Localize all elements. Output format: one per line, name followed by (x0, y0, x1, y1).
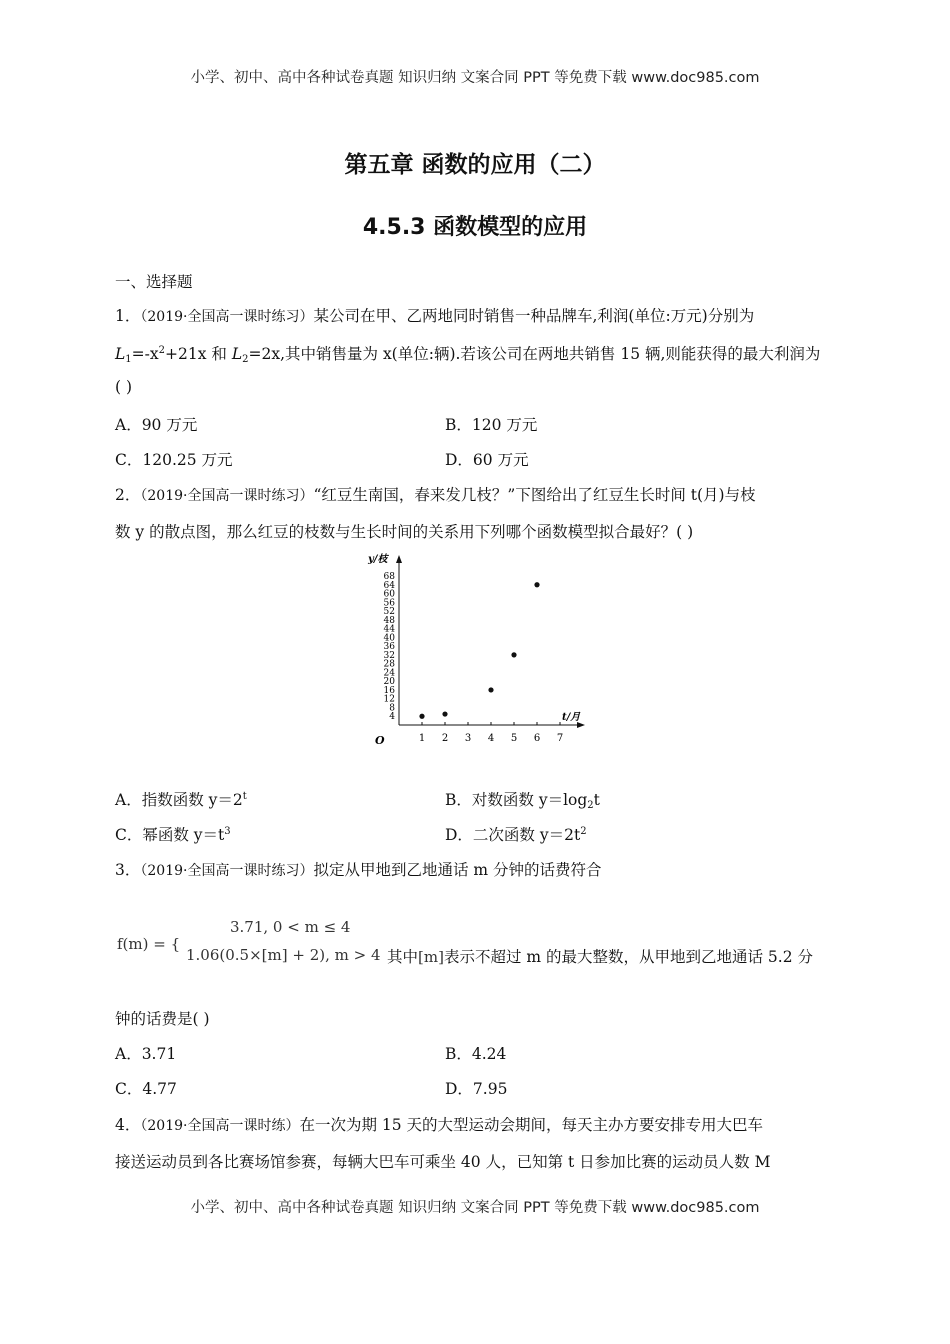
page-header: 小学、初中、高中各种试卷真题 知识归纳 文案合同 PPT 等免费下载 www.doc985.com (190, 70, 760, 86)
q1-option-c: C．120.25 万元 (115, 451, 233, 469)
q2-source: （2019·全国高一课时练习） (140, 488, 314, 504)
q3-option-b: B．4.24 (445, 1045, 507, 1063)
q1-option-b: B．120 万元 (445, 416, 538, 434)
q2-line-2: 数 y 的散点图，那么红豆的枝数与生长时间的关系用下列哪个函数模型拟合最好？( ) (115, 523, 694, 541)
q1-number: 1． (115, 307, 141, 325)
q3-line-3: 钟的话费是( ) (115, 1010, 210, 1028)
section-title: 4.5.3 函数模型的应用 (362, 215, 588, 240)
q1-L1: L (115, 345, 126, 363)
q3-number: 3． (115, 861, 141, 879)
q1-answer-bracket: ( ) (115, 378, 133, 396)
x-tick-label: 4 (487, 733, 495, 744)
q1-option-a: A．90 万元 (115, 416, 198, 434)
q2-option-c-sup: 3 (224, 826, 231, 837)
y-tick-label: 36 (383, 642, 395, 653)
x-tick-label: 1 (418, 733, 426, 744)
scatter-point (534, 582, 539, 587)
scatter-point (511, 652, 516, 657)
x-axis-label: t/月 (562, 712, 581, 723)
scatter-point (488, 687, 493, 692)
x-tick-label: 6 (533, 733, 541, 744)
scatter-point (419, 714, 424, 719)
y-tick-label: 56 (383, 598, 395, 609)
q1-eq1-sup: 2 (158, 345, 166, 356)
q3-text-1: 拟定从甲地到乙地通话 m 分钟的话费符合 (313, 861, 602, 879)
q1-line-2 (115, 342, 820, 365)
y-tick-label: 28 (383, 659, 395, 670)
page-footer: 小学、初中、高中各种试卷真题 知识归纳 文案合同 PPT 等免费下载 www.doc985.com (190, 1200, 760, 1216)
x-tick-label: 3 (464, 733, 472, 744)
chapter-title: 第五章 函数的应用（二） (344, 152, 606, 178)
q3-line-1 (115, 858, 602, 880)
q2-number: 2． (115, 486, 141, 504)
q1-L1-sub: 1 (125, 354, 132, 365)
q2-option-b-text: B．对数函数 y＝log (445, 791, 588, 809)
x-tick-label: 2 (441, 733, 449, 744)
y-tick-label: 32 (383, 650, 395, 661)
q3-option-c: C．4.77 (115, 1080, 177, 1098)
origin-label: O (375, 734, 385, 747)
section-label: 一、选择题 (115, 273, 193, 291)
q2-option-d-text: D．二次函数 y＝2t (445, 826, 581, 844)
y-axis-label: y/枝 (368, 554, 388, 565)
q3-floor-m: [m] (418, 948, 444, 966)
q2-option-a-sup: t (242, 791, 247, 802)
q3-option-a: A．3.71 (115, 1045, 177, 1063)
y-tick-label: 44 (383, 624, 395, 635)
scatter-chart (355, 548, 595, 756)
q3-text-2: 表示不超过 m 的最大整数，从甲地到乙地通话 5.2 分 (443, 948, 814, 966)
q1-text-1: 某公司在甲、乙两地同时销售一种品牌车,利润(单位:万元)分别为 (313, 307, 755, 325)
y-tick-label: 8 (389, 703, 395, 714)
q4-text-1: 在一次为期 15 天的大型运动会期间，每天主办方要安排专用大巴车 (299, 1116, 764, 1134)
q1-option-d: D．60 万元 (445, 451, 529, 469)
x-tick-label: 5 (510, 733, 518, 744)
q2-option-d-sup: 2 (580, 826, 587, 837)
y-axis-arrow (396, 555, 402, 563)
y-tick-label: 40 (383, 633, 395, 644)
q2-option-a-text: A．指数函数 y＝2 (115, 791, 243, 809)
q1-source: （2019·全国高一课时练习） (140, 309, 314, 325)
q1-L2: L (231, 345, 243, 363)
q4-source: （2019·全国高一课时练） (140, 1118, 300, 1134)
y-tick-label: 68 (383, 572, 395, 582)
q2-option-c (115, 823, 231, 845)
q1-L2-sub: 2 (242, 354, 249, 365)
q3-function-lhs: f(m) = { (117, 935, 181, 953)
q2-text-1: “红豆生南国，春来发几枝？”下图给出了红豆生长时间 t(月)与枝 (313, 486, 756, 504)
q1-eq2: =2x,其中销售量为 x(单位:辆).若该公司在两地共销售 15 辆,则能获得的最大利润为 (248, 345, 821, 363)
q1-eq1b: +21x 和 (165, 345, 232, 363)
q2-option-b (445, 788, 600, 811)
q1-eq1a: =-x (131, 345, 159, 363)
y-tick-label: 24 (383, 668, 395, 679)
q2-option-d (445, 823, 587, 845)
q2-option-b-post: t (593, 791, 600, 809)
q3-where: 其中 (387, 948, 419, 966)
q3-source: （2019·全国高一课时练习） (140, 863, 314, 879)
y-tick-label: 4 (389, 712, 395, 723)
q4-line-2: 接送运动员到各比赛场馆参赛，每辆大巴车可乘坐 40 人，已知第 t 日参加比赛的运动员人数 M (115, 1153, 771, 1171)
q3-option-d: D．7.95 (445, 1080, 508, 1098)
y-tick-label: 52 (383, 607, 395, 618)
q3-case-1: 3.71, 0 < m ≤ 4 (230, 918, 351, 936)
q2-option-a (115, 788, 247, 810)
q2-line-1 (115, 483, 756, 505)
q2-option-c-text: C．幂函数 y＝t (115, 826, 225, 844)
q2-option-b-sub: 2 (587, 800, 594, 811)
y-tick-label: 16 (383, 685, 395, 696)
q3-line-2 (387, 945, 813, 967)
q1-line-1 (115, 304, 754, 326)
y-tick-label: 20 (383, 677, 395, 688)
x-tick-label: 7 (556, 733, 564, 744)
q3-case-2: 1.06(0.5×[m] + 2), m > 4 (186, 946, 381, 964)
y-tick-label: 64 (383, 580, 395, 591)
scatter-point (442, 711, 447, 716)
y-tick-label: 48 (383, 615, 395, 626)
y-tick-label: 12 (383, 694, 395, 705)
q4-number: 4． (115, 1116, 141, 1134)
y-tick-label: 60 (383, 589, 395, 600)
q4-line-1 (115, 1113, 763, 1135)
